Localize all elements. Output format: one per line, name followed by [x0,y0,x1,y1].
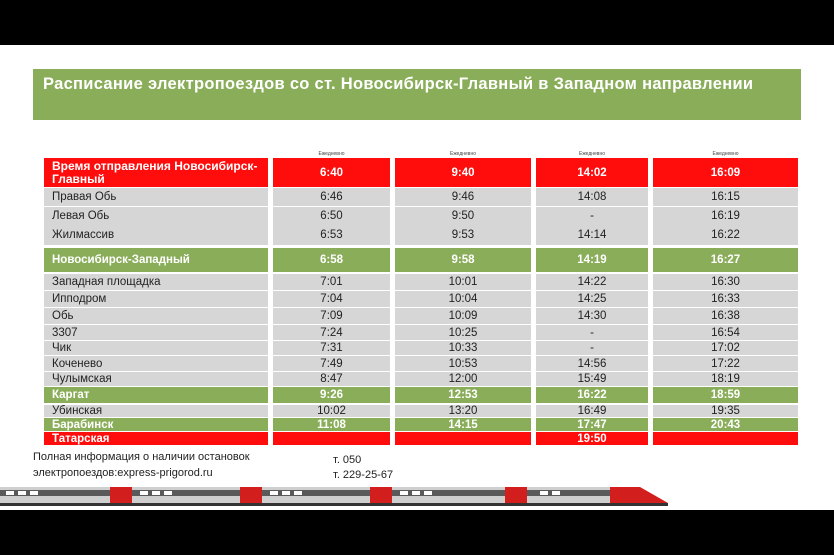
station-name: Новосибирск-Западный [44,248,268,272]
departure-time [653,432,798,445]
departure-time: 14:56 [536,356,648,371]
page-title: Расписание электропоездов со ст. Новосибирск-Главный в Западном направлении [43,75,754,93]
departure-time: 14:25 [536,291,648,307]
departure-time: 18:19 [653,372,798,386]
departure-time: 9:26 [273,387,390,403]
departure-time: 7:49 [273,356,390,371]
station-name: Чик [44,341,268,355]
departure-time: 14:14 [536,225,648,245]
departure-time: 6:46 [273,188,390,206]
departure-time: 14:15 [395,418,531,431]
station-name: Ипподром [44,291,268,307]
station-name: Обь [44,308,268,324]
departure-time: 10:33 [395,341,531,355]
departure-time: 9:58 [395,248,531,272]
departure-time [273,432,390,445]
departure-time: 10:04 [395,291,531,307]
departure-time: 7:04 [273,291,390,307]
departure-time: 9:46 [395,188,531,206]
column-header: Ежедневно [318,151,345,157]
footer-phone2: т. 229-25-67 [333,469,394,481]
station-name: Барабинск [44,418,268,431]
departure-time: - [536,325,648,340]
station-name: Западная площадка [44,274,268,290]
departure-time: 16:49 [536,405,648,417]
station-name: Левая Обь [44,207,268,225]
departure-time: 6:58 [273,248,390,272]
station-name: Каргат [44,387,268,403]
departure-time: 17:47 [536,418,648,431]
departure-time: 9:50 [395,207,531,225]
station-name: Время отправления Новосибирск-Главный [44,158,268,187]
departure-time: 10:02 [273,405,390,417]
departure-time: 12:53 [395,387,531,403]
departure-time: 13:20 [395,405,531,417]
departure-time: 10:01 [395,274,531,290]
departure-time: 8:47 [273,372,390,386]
departure-time: 7:09 [273,308,390,324]
departure-time: 19:35 [653,405,798,417]
departure-time: 14:30 [536,308,648,324]
departure-time: 16:22 [653,225,798,245]
departure-time: 10:53 [395,356,531,371]
departure-time: 16:09 [653,158,798,187]
station-name: Чулымская [44,372,268,386]
slide [0,45,834,510]
train-illustration [0,481,670,509]
column-header: Ежедневно [712,151,739,157]
departure-time: 16:15 [653,188,798,206]
departure-time: 16:22 [536,387,648,403]
departure-time: 15:49 [536,372,648,386]
station-name: Коченево [44,356,268,371]
footer-phone1: т. 050 [333,454,362,466]
departure-time: 10:25 [395,325,531,340]
departure-time: 7:31 [273,341,390,355]
departure-time: 7:01 [273,274,390,290]
departure-time: 16:33 [653,291,798,307]
departure-time: 14:08 [536,188,648,206]
departure-time: 10:09 [395,308,531,324]
departure-time: 6:40 [273,158,390,187]
departure-time: 20:43 [653,418,798,431]
column-header: Ежедневно [578,151,605,157]
departure-time: 18:59 [653,387,798,403]
departure-time: 12:00 [395,372,531,386]
column-header: Ежедневно [449,151,476,157]
departure-time: 6:53 [273,225,390,245]
departure-time [395,432,531,445]
station-name: Убинская [44,405,268,417]
departure-time: - [536,341,648,355]
departure-time: 14:22 [536,274,648,290]
station-name: 3307 [44,325,268,340]
departure-time: 14:02 [536,158,648,187]
departure-time: 16:27 [653,248,798,272]
title-bar [33,69,801,120]
departure-time: 6:50 [273,207,390,225]
station-name: Жилмассив [44,225,268,245]
departure-time: 16:38 [653,308,798,324]
departure-time: 16:54 [653,325,798,340]
station-name: Правая Обь [44,188,268,206]
departure-time: 16:19 [653,207,798,225]
departure-time: - [536,207,648,225]
footer-info-line1: Полная информация о наличии остановок [33,451,250,463]
departure-time: 9:53 [395,225,531,245]
departure-time: 11:08 [273,418,390,431]
station-name: Татарская [44,432,268,445]
departure-time: 9:40 [395,158,531,187]
departure-time: 16:30 [653,274,798,290]
departure-time: 7:24 [273,325,390,340]
departure-time: 17:02 [653,341,798,355]
departure-time: 17:22 [653,356,798,371]
footer-info-line2: электропоездов:express-prigorod.ru [33,467,213,479]
departure-time: 19:50 [536,432,648,445]
departure-time: 14:19 [536,248,648,272]
